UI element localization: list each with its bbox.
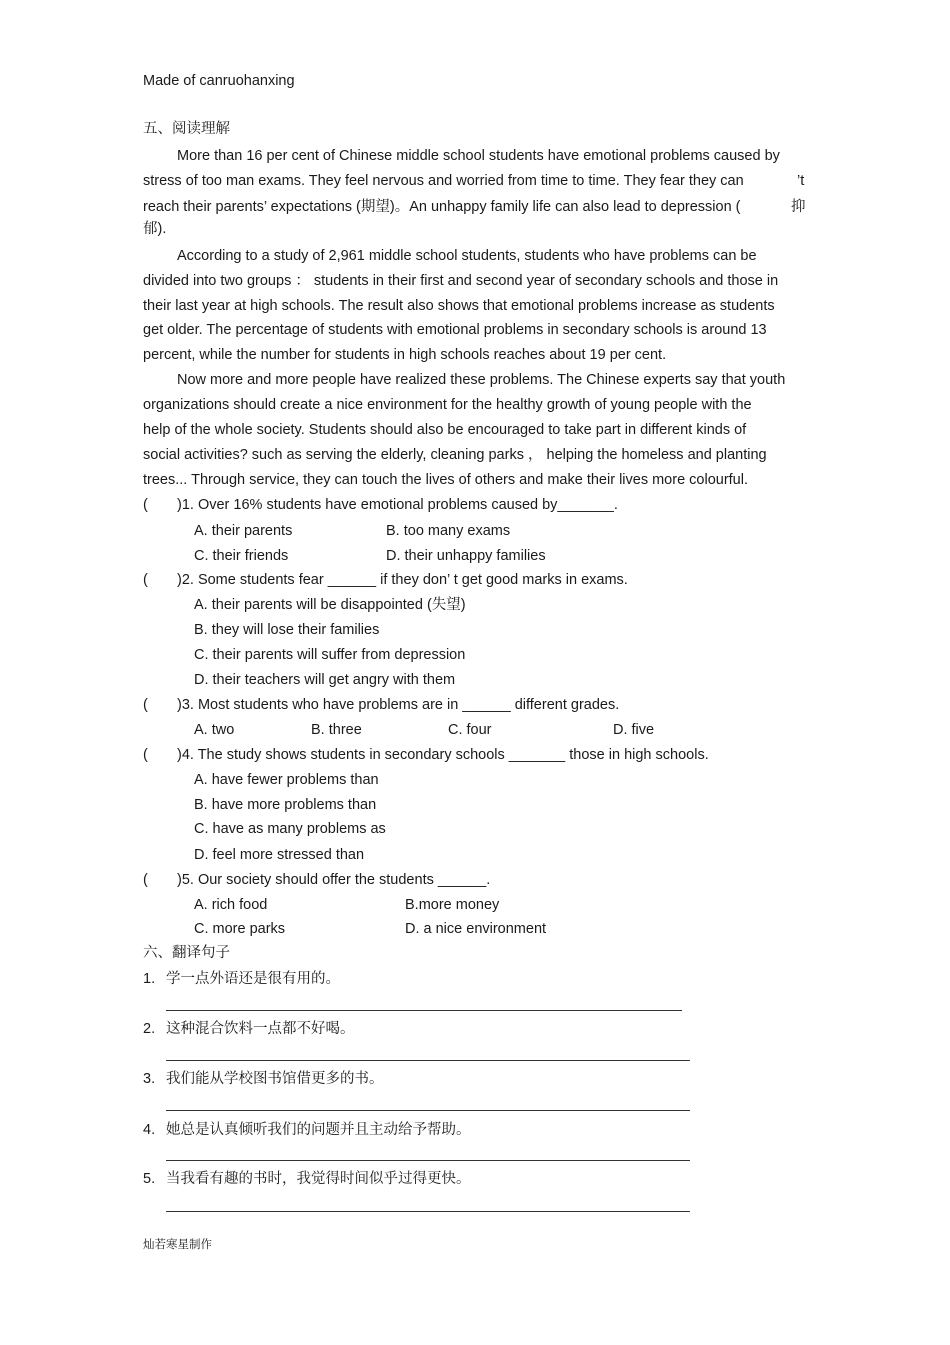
q1-answer-paren[interactable]: (	[143, 497, 148, 513]
q5-option-a[interactable]: A. rich food	[194, 897, 268, 913]
t4-number: 4.	[143, 1122, 156, 1138]
section-6-title: 六、翻译句子	[143, 945, 230, 961]
p3-line-2: organizations should create a nice environment for the healthy growth of young people with the	[143, 397, 752, 413]
q2-answer-paren[interactable]: (	[143, 572, 148, 588]
page-header: Made of canruohanxing	[143, 73, 295, 89]
q3-option-c[interactable]: C. four	[448, 722, 492, 738]
p2-line-4: get older. The percentage of students with emotional problems in secondary schools is around 13	[143, 322, 767, 338]
t5-number: 5.	[143, 1171, 156, 1187]
p1-line-4: 郁).	[143, 221, 167, 237]
t2-text: 这种混合饮料一点都不好喝。	[166, 1021, 355, 1037]
p1-line-2: stress of too man exams. They feel nervous and worried from time to time. They fear they can	[143, 173, 744, 189]
p2-line-3: their last year at high schools. The result also shows that emotional problems increase as students	[143, 298, 775, 314]
p3-line-1: Now more and more people have realized these problems. The Chinese experts say that youth	[177, 372, 786, 388]
q1-option-c[interactable]: C. their friends	[194, 548, 289, 564]
t5-text: 当我看有趣的书时，我觉得时间似乎过得更快。	[166, 1171, 471, 1187]
p1-line-3-end: 抑	[791, 199, 806, 215]
t5-answer-line[interactable]	[166, 1211, 690, 1212]
q4-answer-paren[interactable]: (	[143, 747, 148, 763]
t4-text: 她总是认真倾听我们的问题并且主动给予帮助。	[166, 1122, 471, 1138]
t1-answer-line[interactable]	[166, 1010, 682, 1011]
q5-answer-paren[interactable]: (	[143, 872, 148, 888]
p1-line-3: reach their parents’ expectations (期望)。An unhappy family life can also lead to depression (	[143, 199, 741, 215]
section-5-title: 五、阅读理解	[143, 121, 230, 137]
p1-line-2-end: ’t	[797, 173, 805, 189]
q3-option-d[interactable]: D. five	[613, 722, 655, 738]
page-footer: 灿若寒星制作	[143, 1239, 212, 1251]
t1-text: 学一点外语还是很有用的。	[166, 971, 340, 987]
q4-option-d[interactable]: D. feel more stressed than	[194, 847, 365, 863]
p3-line-3: help of the whole society. Students should also be encouraged to take part in different kinds of	[143, 422, 747, 438]
p2-line-5: percent, while the number for students in high schools reaches about 19 per cent.	[143, 347, 667, 363]
t4-answer-line[interactable]	[166, 1160, 690, 1161]
q5-option-c[interactable]: C. more parks	[194, 921, 286, 937]
p1-line-1: More than 16 per cent of Chinese middle school students have emotional problems caused by	[177, 148, 780, 164]
q2-option-b[interactable]: B. they will lose their families	[194, 622, 380, 638]
q3-answer-paren[interactable]: (	[143, 697, 148, 713]
q1-option-b[interactable]: B. too many exams	[386, 523, 511, 539]
p3-line-4: social activities? such as serving the elderly, cleaning parks ， helping the homeless and planting	[143, 447, 767, 463]
t3-text: 我们能从学校图书馆借更多的书。	[166, 1071, 384, 1087]
q2-stem: )2. Some students fear ______ if they don’ t get good marks in exams.	[177, 572, 628, 588]
q3-option-b[interactable]: B. three	[311, 722, 362, 738]
t2-answer-line[interactable]	[166, 1060, 690, 1061]
q2-option-d[interactable]: D. their teachers will get angry with them	[194, 672, 456, 688]
q1-option-a[interactable]: A. their parents	[194, 523, 293, 539]
q5-stem: )5. Our society should offer the students ______.	[177, 872, 491, 888]
q1-option-d[interactable]: D. their unhappy families	[386, 548, 546, 564]
q5-option-b[interactable]: B.more money	[405, 897, 500, 913]
q5-option-d[interactable]: D. a nice environment	[405, 921, 547, 937]
q4-option-c[interactable]: C. have as many problems as	[194, 821, 386, 837]
t3-answer-line[interactable]	[166, 1110, 690, 1111]
t3-number: 3.	[143, 1071, 156, 1087]
q2-option-c[interactable]: C. their parents will suffer from depression	[194, 647, 466, 663]
q3-option-a[interactable]: A. two	[194, 722, 235, 738]
p2-line-2: divided into two groups ： students in their first and second year of secondary schools and those in	[143, 273, 779, 289]
q3-stem: )3. Most students who have problems are in ______ different grades.	[177, 697, 620, 713]
p2-line-1: According to a study of 2,961 middle school students, students who have problems can be	[177, 248, 757, 264]
p3-line-5: trees... Through service, they can touch the lives of others and make their lives more colourful.	[143, 472, 748, 488]
q4-stem: )4. The study shows students in secondary schools _______ those in high schools.	[177, 747, 709, 763]
q2-option-a[interactable]: A. their parents will be disappointed (失望)	[194, 597, 466, 613]
q4-option-b[interactable]: B. have more problems than	[194, 797, 377, 813]
t2-number: 2.	[143, 1021, 156, 1037]
t1-number: 1.	[143, 971, 156, 987]
q1-stem: )1. Over 16% students have emotional problems caused by_______.	[177, 497, 618, 513]
q4-option-a[interactable]: A. have fewer problems than	[194, 772, 379, 788]
